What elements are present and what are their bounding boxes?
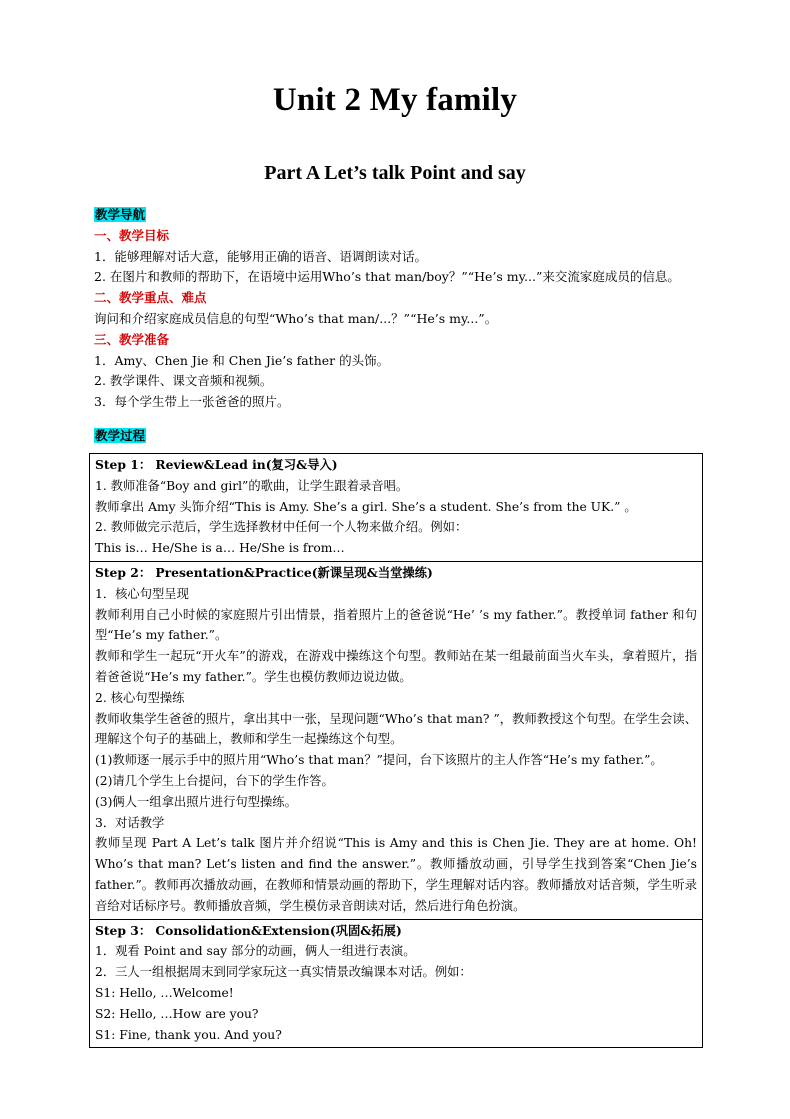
document-subtitle: Part A Let’s talk Point and say — [264, 162, 526, 184]
objective-item: 1．能够理解对话大意，能够用正确的语音、语调朗读对话。 — [94, 248, 427, 264]
steps-table — [89, 453, 703, 1048]
process-heading: 教学过程 — [95, 428, 146, 443]
step-row — [90, 561, 703, 919]
step-line: 2．三人一组根据周末到同学家玩这一真实情景改编课本对话。例如： — [95, 965, 472, 980]
step-cell — [90, 454, 703, 562]
step-line: 教师呈现 Part A Let’s talk 图片并介绍说“This is Amy and this is Chen Jie. They are at home. Oh! Who’s that man? Let’s listen and find the answer.”。教师播放动画，引导学生找到答案“Chen Jie’s father.”。教师再次播放动画，在教师和情景动画的帮助下，学生理解对话内容。教师播放对话音频，学生听录音给对话标序号。教师播放音频，学生模仿录音朗读对话，然后进行角色扮演。 — [95, 836, 697, 913]
step-line: 2. 教师做完示范后，学生选择教材中任何一个人物来做介绍。例如： — [95, 520, 468, 535]
step-line: This is… He/She is a… He/She is from… — [95, 541, 345, 556]
focus-heading: 二、教学重点、难点 — [94, 290, 207, 306]
prep-heading: 三、教学准备 — [94, 331, 170, 347]
objective-item: 2. 在图片和教师的帮助下，在语境中运用Who’s that man/boy？”“He’s my...”来交流家庭成员的信息。 — [94, 269, 680, 285]
step-line: 教师和学生一起玩“开火车”的游戏，在游戏中操练这个句型。教师站在某一组最前面当火车头，拿着照片，指着爸爸说“He’s my father.”。学生也模仿教师边说边做。 — [95, 649, 697, 684]
step-heading: Step 3： Consolidation&Extension(巩固&拓展) — [95, 922, 402, 938]
step-line: 教师收集学生爸爸的照片，拿出其中一张，呈现问题“Who’s that man? ”，教师教授这个句型。在学生会读、理解这个句子的基础上，教师和学生一起操练这个句型。 — [95, 711, 697, 747]
step-line: S1: Fine, thank you. And you? — [95, 1027, 282, 1042]
step-line: S1: Hello, …Welcome! — [95, 985, 234, 1000]
guide-heading: 教学导航 — [95, 207, 146, 222]
step-row — [90, 919, 703, 1048]
step-line: 1．观看 Point and say 部分的动画，俩人一组进行表演。 — [95, 944, 416, 959]
step-heading: Step 1： Review&Lead in(复习&导入) — [95, 457, 338, 472]
objectives-heading: 一、教学目标 — [94, 227, 170, 243]
step-line: 教师利用自己小时候的家庭照片引出情景，指着照片上的爸爸说“He’ ’s my father.”。教授单词 father 和句型“He’s my father.”。 — [95, 607, 697, 643]
step-heading: Step 2： Presentation&Practice(新课呈现&当堂操练) — [95, 564, 433, 580]
prep-item: 3．每个学生带上一张爸爸的照片。 — [94, 394, 290, 410]
step-line: (1)教师逐一展示手中的照片用“Who’s that man？”提问，台下该照片的主人作答“He’s my father.”。 — [95, 753, 663, 768]
focus-text: 询问和介绍家庭成员信息的句型“Who’s that man/...？”“He’s my...”。 — [94, 310, 498, 326]
guide-section — [94, 205, 700, 413]
step-cell — [90, 919, 703, 1048]
step-line: S2: Hello, …How are you? — [95, 1006, 259, 1021]
step-line: 教师拿出 Amy 头饰介绍“This is Amy. She’s a girl. She’s a student. She’s from the UK.” 。 — [95, 499, 637, 514]
step-line: (3)俩人一组拿出照片进行句型操练。 — [95, 794, 297, 809]
step-line: (2)请几个学生上台提问，台下的学生作答。 — [95, 773, 334, 788]
prep-item: 2. 教学课件、课文音频和视频。 — [94, 373, 273, 389]
step-line: 1. 教师准备“Boy and girl”的歌曲，让学生跟着录音唱。 — [95, 478, 409, 493]
prep-item: 1．Amy、Chen Jie 和 Chen Jie’s father 的头饰。 — [94, 352, 390, 368]
document-title: Unit 2 My family — [272, 82, 518, 118]
step-line: 2. 核心句型操练 — [95, 690, 185, 705]
step-line: 1．核心句型呈现 — [95, 586, 189, 601]
step-cell — [90, 561, 703, 919]
process-section — [94, 426, 700, 447]
step-row — [90, 454, 703, 562]
step-line: 3．对话教学 — [95, 815, 165, 830]
